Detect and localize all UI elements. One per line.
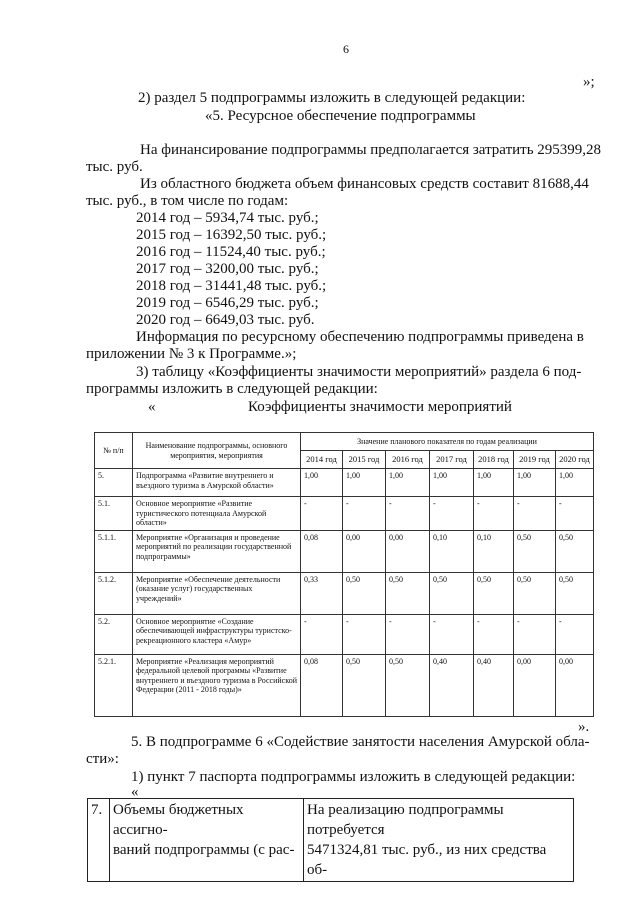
row-value: -: [474, 497, 514, 531]
row-value: -: [343, 614, 386, 654]
row-name: Подпрограмма «Развитие внутреннего и въездного туризма в Амурской области»: [133, 469, 301, 497]
year-header: 2014 год: [301, 451, 343, 469]
passport-item-num: 7.: [88, 799, 110, 882]
row-value: -: [301, 497, 343, 531]
row-value: 0,50: [430, 572, 474, 614]
row-num: 5.: [95, 469, 133, 497]
year-header: 2019 год: [514, 451, 556, 469]
passport-item-text: [304, 799, 574, 882]
info-line1: Информация по ресурсному обеспечению подпрограммы приведена в: [136, 329, 584, 345]
table-row: [95, 654, 594, 716]
header-name: Наименование подпрограммы, основного мероприятия, мероприятия: [133, 433, 301, 469]
table-title: Коэффициенты значимости мероприятий: [248, 399, 512, 415]
info-line2: приложении № 3 к Программе.»;: [86, 346, 297, 362]
header-num: № п/п: [95, 433, 133, 469]
row-value: -: [343, 497, 386, 531]
item-5-line2: сти»:: [86, 751, 119, 767]
coefficients-table: [94, 432, 594, 717]
table-row: [88, 799, 574, 882]
row-value: 1,00: [514, 469, 556, 497]
row-value: 0,50: [386, 572, 430, 614]
page-number: 6: [343, 42, 349, 56]
row-value: -: [556, 614, 594, 654]
row-num: 5.1.2.: [95, 572, 133, 614]
row-value: -: [514, 497, 556, 531]
row-value: -: [301, 614, 343, 654]
row-value: 1,00: [343, 469, 386, 497]
row-value: -: [430, 497, 474, 531]
passport-table: [87, 798, 574, 882]
table-row: [95, 469, 594, 497]
closing-quote: »;: [583, 74, 595, 90]
row-value: -: [514, 614, 556, 654]
row-value: 1,00: [386, 469, 430, 497]
row-value: -: [386, 497, 430, 531]
passport-label-line2: ваний подпрограммы (с рас-: [113, 842, 295, 858]
row-value: 1,00: [430, 469, 474, 497]
row-value: -: [430, 614, 474, 654]
row-value: 0,50: [514, 530, 556, 572]
row-value: 1,00: [301, 469, 343, 497]
row-value: -: [474, 614, 514, 654]
row-value: -: [556, 497, 594, 531]
header-value: Значение планового показателя по годам реализации: [301, 433, 594, 451]
passport-label-line1: Объемы бюджетных ассигно-: [113, 802, 244, 838]
para-budget-line1: Из областного бюджета объем финансовых средств составит 81688,44: [140, 176, 589, 192]
para-budget-line2: тыс. руб., в том числе по годам:: [86, 193, 289, 209]
year-header: 2017 год: [430, 451, 474, 469]
year-header: 2016 год: [386, 451, 430, 469]
row-value: 0,33: [301, 572, 343, 614]
year-line-2019: 2019 год – 6546,29 тыс. руб.;: [136, 295, 319, 311]
row-name: Мероприятие «Реализация мероприятий федеральной целевой программы «Развитие внутреннего и въездного туризма в Российской Федерации (2011 - 2018 годы)»: [133, 654, 301, 716]
year-line-2018: 2018 год – 31441,48 тыс. руб.;: [136, 278, 327, 294]
row-value: 0,10: [430, 530, 474, 572]
row-value: 0,40: [474, 654, 514, 716]
passport-text-line2: 5471324,81 тыс. руб., из них средства об-: [307, 842, 547, 878]
table-row: [95, 497, 594, 531]
item-2-text: 2) раздел 5 подпрограммы изложить в следующей редакции:: [138, 90, 526, 106]
year-line-2017: 2017 год – 3200,00 тыс. руб.;: [136, 261, 319, 277]
row-name: Мероприятие «Организация и проведение мероприятий по реализации государственной подпрограммы»: [133, 530, 301, 572]
row-value: 0,08: [301, 654, 343, 716]
row-value: 0,50: [556, 530, 594, 572]
row-name: Основное мероприятие «Развитие туристического потенциала Амурской области»: [133, 497, 301, 531]
item-3-line2: программы изложить в следующей редакции:: [86, 381, 378, 397]
row-num: 5.2.1.: [95, 654, 133, 716]
table-open-quote: «: [148, 399, 156, 415]
bottom-open-quote: «: [131, 784, 139, 800]
row-value: 0,50: [556, 572, 594, 614]
table-row: [95, 614, 594, 654]
row-value: 0,50: [386, 654, 430, 716]
table-row: [95, 572, 594, 614]
para-financing-line2: тыс. руб.: [86, 159, 143, 175]
row-value: 0,00: [386, 530, 430, 572]
section-heading: «5. Ресурсное обеспечение подпрограммы: [205, 108, 476, 124]
row-num: 5.1.1.: [95, 530, 133, 572]
item-5-line1: 5. В подпрограмме 6 «Содействие занятости населения Амурской обла-: [131, 734, 590, 750]
item-5-1-text: 1) пункт 7 паспорта подпрограммы изложить в следующей редакции:: [131, 769, 576, 785]
row-value: 0,50: [514, 572, 556, 614]
passport-item-label: [110, 799, 304, 882]
row-value: 0,08: [301, 530, 343, 572]
year-line-2020: 2020 год – 6649,03 тыс. руб.: [136, 312, 315, 328]
year-line-2014: 2014 год – 5934,74 тыс. руб.;: [136, 210, 319, 226]
row-value: -: [386, 614, 430, 654]
row-value: 1,00: [556, 469, 594, 497]
year-line-2016: 2016 год – 11524,40 тыс. руб.;: [136, 244, 326, 260]
row-value: 0,00: [514, 654, 556, 716]
year-header: 2015 год: [343, 451, 386, 469]
row-name: Основное мероприятие «Создание обеспечивающей инфраструктуры туристско-рекреационного кластера «Амур»: [133, 614, 301, 654]
row-value: 0,50: [474, 572, 514, 614]
row-value: 0,00: [556, 654, 594, 716]
row-num: 5.1.: [95, 497, 133, 531]
row-value: 0,10: [474, 530, 514, 572]
year-header: 2018 год: [474, 451, 514, 469]
passport-text-line1: На реализацию подпрограммы потребуется: [307, 802, 504, 838]
year-line-2015: 2015 год – 16392,50 тыс. руб.;: [136, 227, 327, 243]
table-closing-quote: ».: [578, 719, 590, 735]
row-value: 0,40: [430, 654, 474, 716]
row-name: Мероприятие «Обеспечение деятельности (оказание услуг) государственных учреждений»: [133, 572, 301, 614]
row-value: 0,50: [343, 654, 386, 716]
row-value: 0,50: [343, 572, 386, 614]
row-num: 5.2.: [95, 614, 133, 654]
para-financing-line1: На финансирование подпрограммы предполагается затратить 295399,28: [140, 142, 602, 158]
year-header: 2020 год: [556, 451, 594, 469]
item-3-line1: 3) таблицу «Коэффициенты значимости мероприятий» раздела 6 под-: [136, 364, 582, 380]
row-value: 1,00: [474, 469, 514, 497]
table-row: [95, 530, 594, 572]
row-value: 0,00: [343, 530, 386, 572]
